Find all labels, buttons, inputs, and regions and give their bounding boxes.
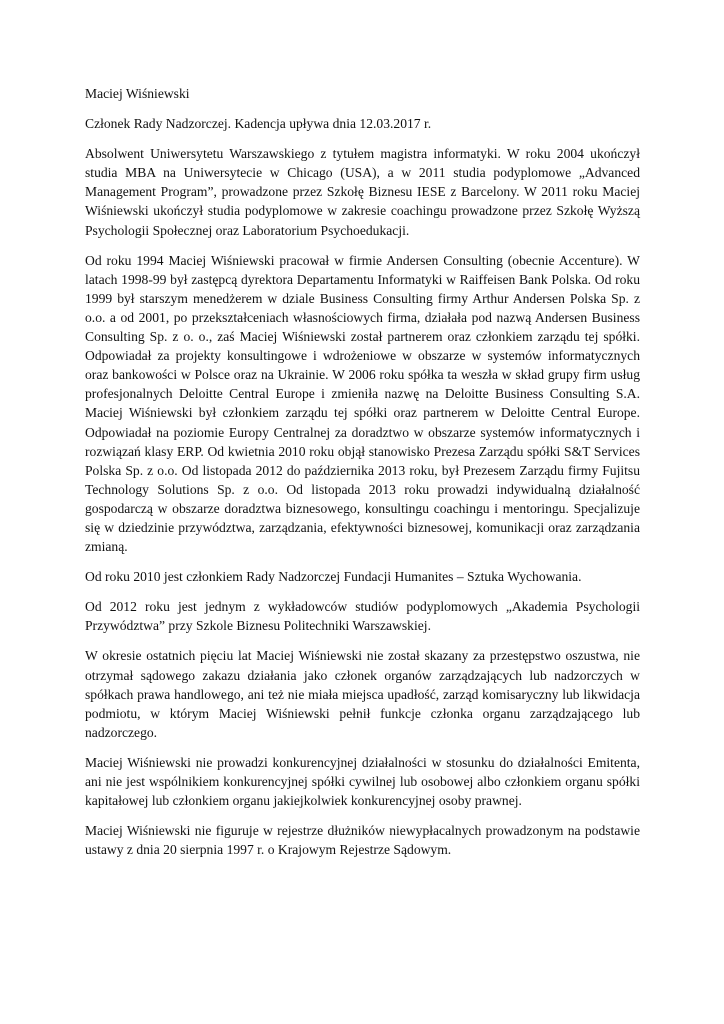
document-page <box>85 84 640 870</box>
debtor-registry-paragraph: Maciej Wiśniewski nie figuruje w rejestrze dłużników niewypłacalnych prowadzonym na podstawie ustawy z dnia 20 sierpnia 1997 r. o Krajowym Rejestrze Sądowym. <box>85 823 640 858</box>
no-convictions-paragraph: W okresie ostatnich pięciu lat Maciej Wiśniewski nie został skazany za przestępstwo oszustwa, nie otrzymał sądowego zakazu działania jako członek organów zarządzających lub nadzorczych w spółkach prawa handlowego, ani też nie miała miejsca upadłość, zarząd komisaryczny lub likwidacja podmiotu, w którym Maciej Wiśniewski pełnił funkcje członka organu zarządzającego lub nadzorczego. <box>85 648 640 740</box>
lecturer-paragraph: Od 2012 roku jest jednym z wykładowców studiów podyplomowych „Akademia Psychologii Przywództwa” przy Szkole Biznesu Politechniki Warszawskiej. <box>85 599 640 634</box>
board-role: Członek Rady Nadzorczej. Kadencja upływa dnia 12.03.2017 r. <box>85 116 432 132</box>
education-paragraph: Absolwent Uniwersytetu Warszawskiego z tytułem magistra informatyki. W roku 2004 ukończył studia MBA na Uniwersytecie w Chicago (USA), a w 2011 studia podyplomowe „Advanced Management Program”, prowadzone przez Szkołę Biznesu IESE z Barcelony. W 2011 roku Maciej Wiśniewski ukończył studia podyplomowe w zakresie coachingu prowadzone przez Szkołę Wyższą Psychologii Społecznej oraz Laboratorium Psychoedukacji. <box>85 146 640 238</box>
foundation-paragraph: Od roku 2010 jest członkiem Rady Nadzorczej Fundacji Humanites – Sztuka Wychowania. <box>85 569 582 585</box>
no-competition-paragraph: Maciej Wiśniewski nie prowadzi konkurencyjnej działalności w stosunku do działalności Emitenta, ani nie jest wspólnikiem konkurencyjnej spółki cywilnej lub osobowej albo członkiem organu spółki kapitałowej lub członkiem organu jakiejkolwiek konkurencyjnej osoby prawnej. <box>85 754 640 809</box>
career-paragraph: Od roku 1994 Maciej Wiśniewski pracował w firmie Andersen Consulting (obecnie Accenture). W latach 1998-99 był zastępcą dyrektora Departamentu Informatyki w Raiffeisen Bank Polska. Od roku 1999 był starszym menedżerem w dziale Business Consulting firmy Arthur Andersen Polska Sp. z o.o. a od 2001, po przekształceniach własnościowych firma, działała pod nazwą Andersen Business Consulting Sp. z o. o., zaś Maciej Wiśniewski został partnerem oraz członkiem zarządu tej spółki. Odpowiadał za projekty konsultingowe i wdrożeniowe w obszarze w systemów informatycznych oraz bankowości w Polsce oraz na Ukrainie. W 2006 roku spółka ta weszła w skład grupy firm usług profesjonalnych Deloitte Central Europe i zmieniła nazwę na Deloitte Business Consulting S.A. Maciej Wiśniewski był członkiem zarządu tej spółki oraz partnerem w Deloitte Central Europe. Odpowiadał na poziomie Europy Centralnej za doradztwo w obszarze systemów informatycznych i rozwiązań klasy ERP. Od kwietnia 2010 roku objął stanowisko Prezesa Zarządu spółki S&T Services Polska Sp. z o.o. Od listopada 2012 do października 2013 roku, był Prezesem Zarządu firmy Fujitsu Technology Solutions Sp. z o.o. Od listopada 2013 roku prowadzi indywidualną działalność gospodarczą w obszarze doradztwa biznesowego, konsultingu coachingu i mentoringu. Specjalizuje się w dziedzinie przywództwa, zarządzania, efektywności biznesowej, komunikacji oraz zarządzania zmianą. <box>85 252 640 555</box>
person-name: Maciej Wiśniewski <box>85 86 190 101</box>
